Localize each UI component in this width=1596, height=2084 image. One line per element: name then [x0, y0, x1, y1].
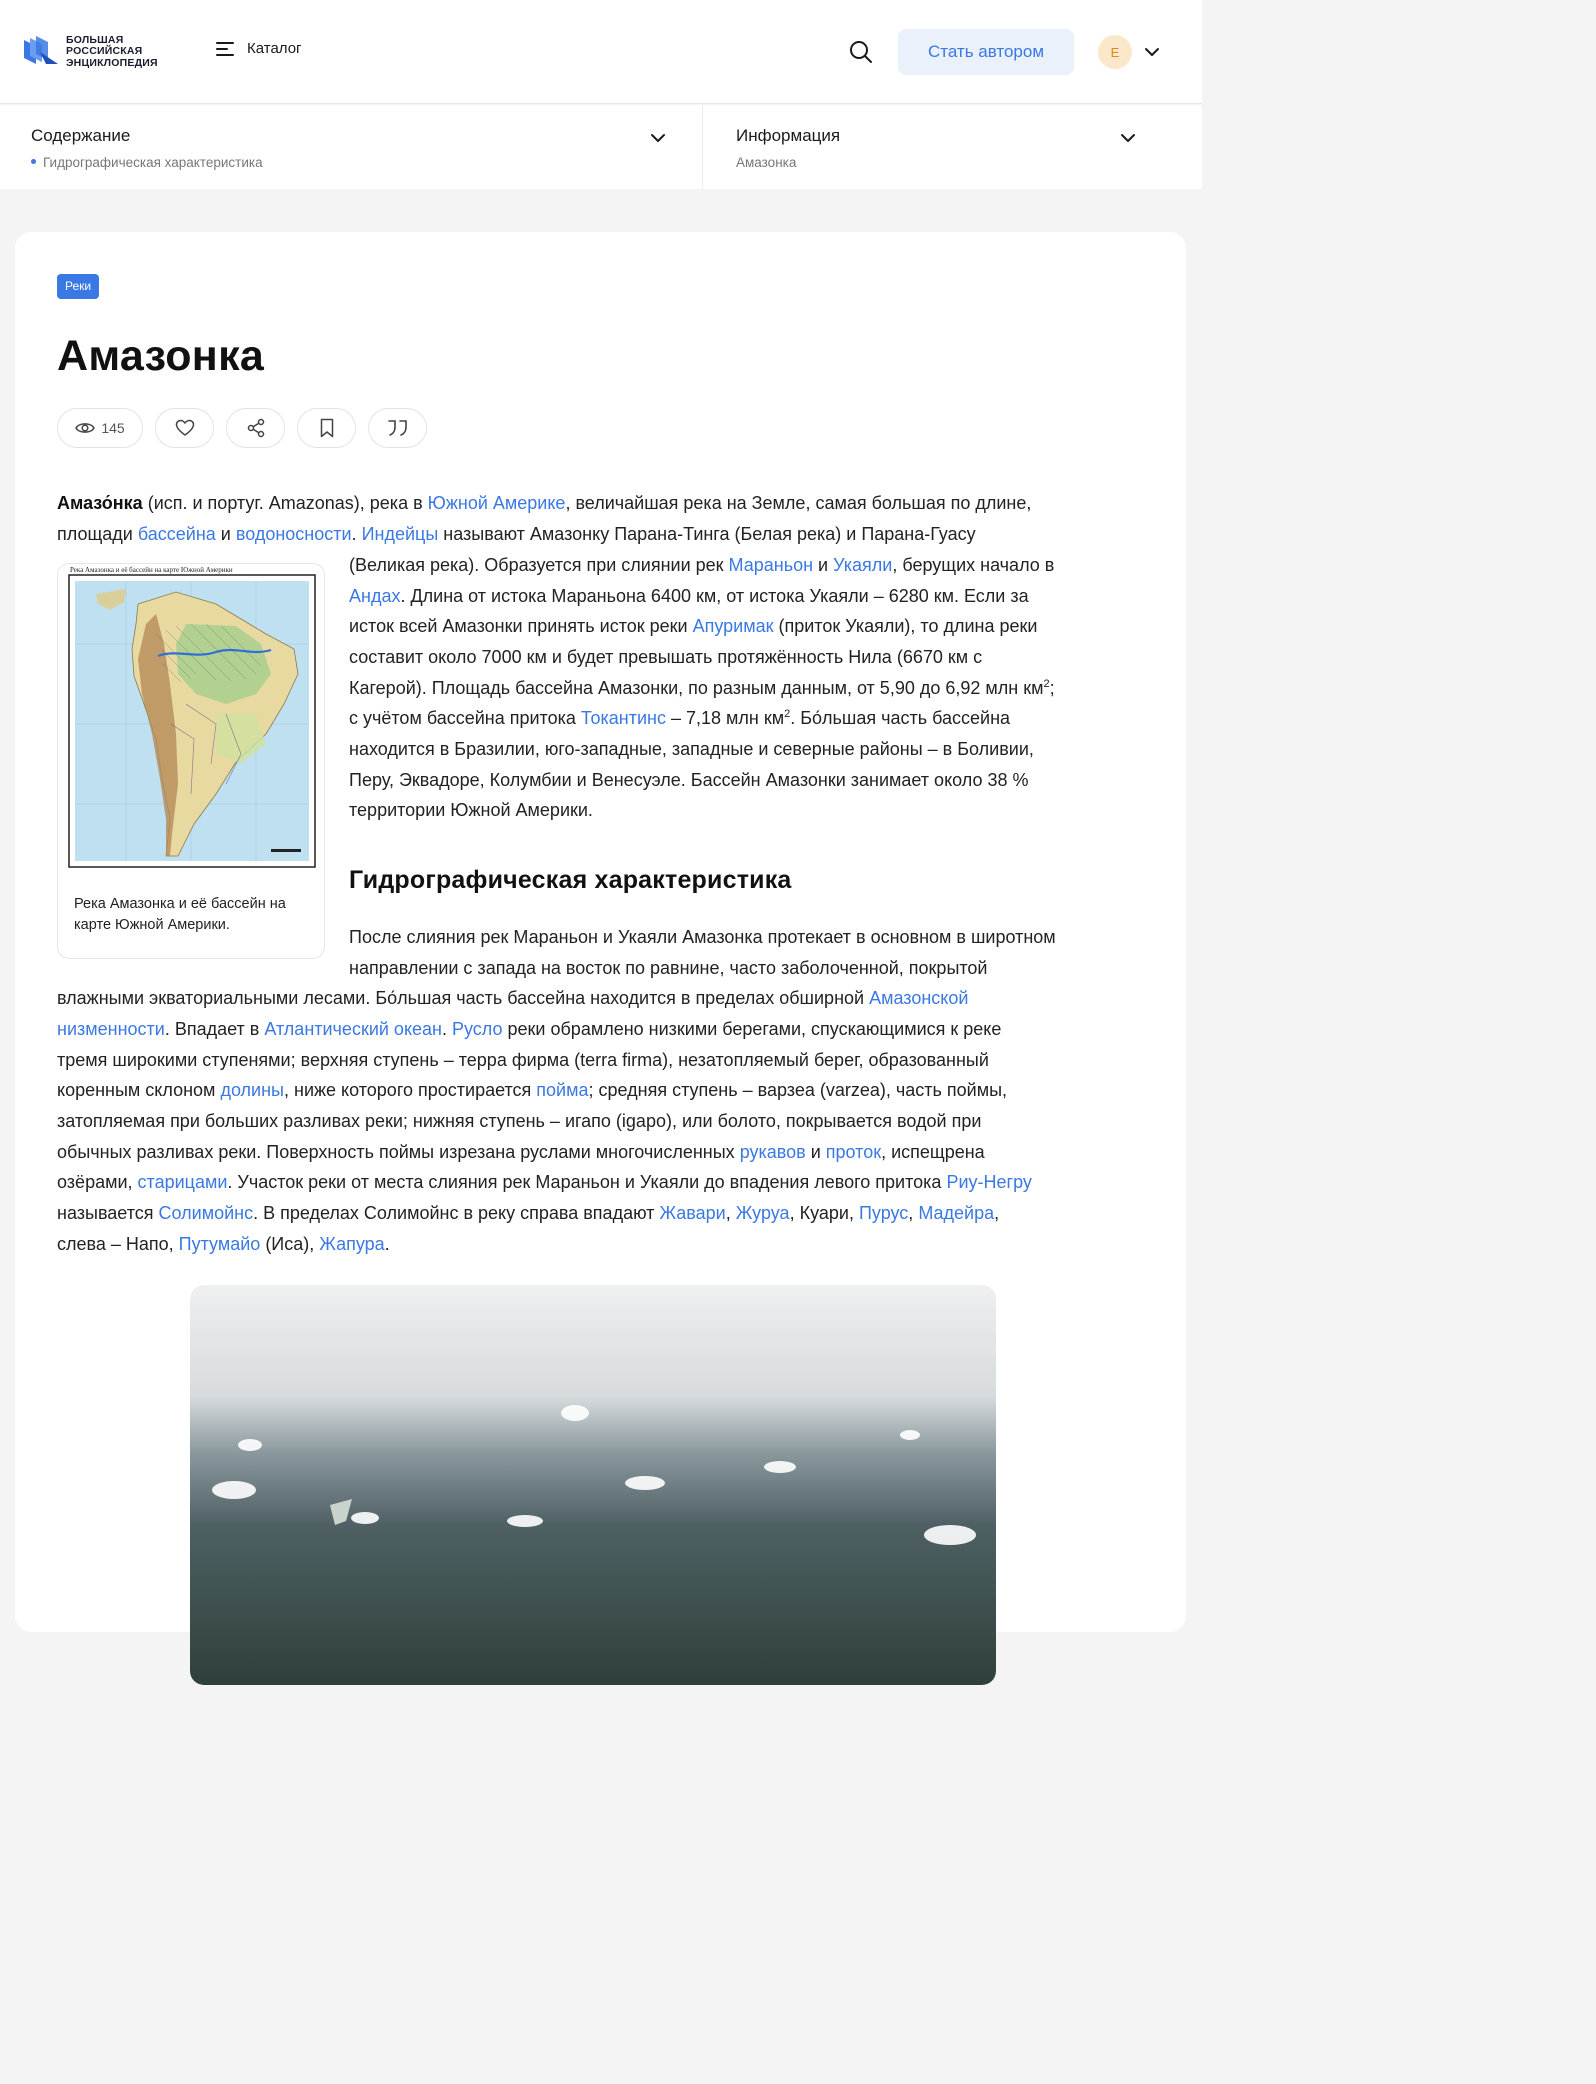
text: влажными экваториальными лесами. Бо́льшая часть бассейна находится в пределах обширной: [57, 988, 870, 1008]
text: с учётом бассейна притока: [349, 708, 581, 728]
contents-item[interactable]: Гидрографическая характеристика: [43, 155, 263, 170]
share-button[interactable]: [226, 408, 285, 448]
intro-paragraph-line: составит около 7000 км и будет превышать протяжённость Нила (6670 км с: [349, 647, 983, 667]
catalog-label: Каталог: [247, 40, 302, 57]
text: называется: [57, 1203, 159, 1223]
figure-caption: Река Амазонка и её бассейн на карте Южной Америки.: [74, 896, 286, 933]
text: реки обрамлено низкими берегами, спускающимися к реке: [502, 1019, 1002, 1039]
intro-paragraph-line: территории Южной Америки.: [349, 800, 593, 820]
text: Кагерой). Площадь бассейна Амазонки, по разным данным, от 5,90 до 6,92 млн км: [349, 678, 1044, 698]
intro-paragraph-line: [349, 673, 1055, 704]
text: (приток Укаяли), то длина реки: [773, 616, 1038, 636]
section-paragraph-line: [57, 1137, 985, 1168]
bookmark-icon: [319, 418, 335, 438]
logo-text: [66, 35, 158, 70]
link-floodplain[interactable]: пойма: [536, 1080, 589, 1100]
link-solimoes[interactable]: Солимойнс: [158, 1203, 254, 1223]
link-water-content[interactable]: водоносности: [235, 524, 352, 544]
intro-paragraph-line: [349, 703, 1010, 734]
info-item: Амазонка: [736, 155, 797, 170]
views-count: 145: [101, 420, 125, 436]
intro-paragraph-line: находится в Бразилии, юго-западные, западные и северные районы – в Боливии,: [349, 739, 1034, 759]
text: (исп. и португ. Amazonas), река в: [142, 493, 428, 513]
views-counter: [57, 408, 143, 448]
link-tocantins[interactable]: Токантинс: [580, 708, 666, 728]
section-paragraph-line: направлении с запада на восток по равнине, часто заболоченной, покрытой: [349, 958, 988, 978]
info-dropdown[interactable]: [704, 105, 1202, 189]
info-title: Информация: [736, 126, 841, 145]
text: исток всей Амазонки принять исток реки: [349, 616, 693, 636]
term-bold: Амазо́нка: [57, 493, 143, 513]
text: площади: [57, 524, 138, 544]
text: , величайшая река на Земле, самая большая по длине,: [565, 493, 1032, 513]
text: и: [805, 1142, 826, 1162]
chevron-down-icon: [1119, 129, 1137, 147]
avatar[interactable]: Е: [1098, 35, 1132, 69]
text: . В пределах Солимойнс в реку справа впадают: [253, 1203, 660, 1223]
superscript: 2: [784, 708, 791, 720]
link-japura[interactable]: Жапура: [319, 1234, 385, 1254]
link-riverbed[interactable]: Русло: [452, 1019, 503, 1039]
article-subheader: [0, 105, 1202, 189]
link-south-america[interactable]: Южной Америке: [427, 493, 566, 513]
text: ,: [994, 1203, 1000, 1223]
text: , Куари,: [789, 1203, 859, 1223]
section-paragraph-line: [57, 1075, 1007, 1106]
chevron-down-icon[interactable]: [1142, 42, 1162, 62]
text: обычных разливах реки. Поверхность поймы изрезана руслами многочисленных: [57, 1142, 740, 1162]
intro-paragraph-line: [349, 611, 1037, 642]
cite-button[interactable]: [368, 408, 427, 448]
section-paragraph-line: [57, 1014, 1001, 1045]
superscript: 2: [1043, 678, 1050, 690]
menu-icon: [216, 41, 236, 57]
text: . Впадает в: [164, 1019, 265, 1039]
link-amazon-lowland[interactable]: Амазонской: [869, 988, 969, 1008]
section-title: Гидрографическая характеристика: [349, 866, 792, 894]
text: и: [813, 555, 834, 575]
text: , берущих начало в: [892, 555, 1055, 575]
link-purus[interactable]: Пурус: [858, 1203, 909, 1223]
contents-title: Содержание: [31, 126, 131, 145]
bookmark-button[interactable]: [297, 408, 356, 448]
link-indians[interactable]: Индейцы: [361, 524, 439, 544]
heart-icon: [175, 419, 195, 437]
link-jurua[interactable]: Журуа: [735, 1203, 790, 1223]
section-paragraph-line: [57, 1167, 1032, 1198]
link-javari[interactable]: Жавари: [659, 1203, 726, 1223]
section-paragraph-line: затопляемая при больших разливах реки; нижняя ступень – игапо (igapo), или болото, покрывается водой при: [57, 1111, 982, 1131]
text: . Участок реки от места слияния рек Мараньон и Укаяли до впадения левого притока: [227, 1172, 947, 1192]
article-title: Амазонка: [57, 332, 265, 380]
link-madeira[interactable]: Мадейра: [918, 1203, 995, 1223]
link-valley[interactable]: долины: [220, 1080, 284, 1100]
text: слева – Напо,: [57, 1234, 179, 1254]
chevron-down-icon: [649, 129, 667, 147]
text: (Великая река). Образуется при слиянии рек: [349, 555, 729, 575]
link-basin[interactable]: бассейна: [137, 524, 216, 544]
logo-line: БОЛЬШАЯ: [66, 33, 124, 46]
section-paragraph-line: тремя широкими ступенями; верхняя ступень – терра фирма (terra firma), незатопляемый берег, образованный: [57, 1050, 989, 1070]
section-paragraph-line: После слияния рек Мараньон и Укаяли Амазонка протекает в основном в широтном: [349, 927, 1056, 947]
link-atlantic-ocean[interactable]: Атлантический океан: [264, 1019, 442, 1039]
text: озёрами,: [57, 1172, 138, 1192]
south-america-map: [66, 564, 316, 870]
logo-line: ЭНЦИКЛОПЕДИЯ: [66, 56, 158, 69]
contents-dropdown[interactable]: [0, 105, 703, 189]
article-card: [15, 232, 1186, 1632]
link-andes[interactable]: Андах: [349, 586, 401, 606]
text: – 7,18 млн км: [665, 708, 785, 728]
aerial-rainforest-photo[interactable]: [190, 1285, 996, 1685]
share-icon: [246, 418, 266, 438]
text: ; средняя ступень – варзеа (varzea), часть поймы,: [588, 1080, 1008, 1100]
section-paragraph-line: [57, 1229, 390, 1260]
quote-icon: [387, 419, 409, 437]
logo-line: РОССИЙСКАЯ: [66, 45, 143, 58]
book-logo-icon: [22, 34, 62, 70]
text: и: [215, 524, 236, 544]
link-maranon[interactable]: Мараньон: [728, 555, 814, 575]
text: .: [441, 1019, 452, 1039]
text: .: [384, 1234, 390, 1254]
become-author-button[interactable]: Стать автором: [898, 29, 1074, 75]
text: .: [351, 524, 362, 544]
category-tag[interactable]: Реки: [57, 274, 99, 299]
link-putumayo[interactable]: Путумайо: [178, 1234, 261, 1254]
intro-paragraph-line: [57, 519, 976, 550]
text: называют Амазонку Парана-Тинга (Белая река) и Парана-Гуасу: [438, 524, 976, 544]
search-icon[interactable]: [848, 39, 874, 65]
link-ucayali[interactable]: Укаяли: [833, 555, 893, 575]
text: ;: [1049, 678, 1055, 698]
link-branches[interactable]: рукавов: [739, 1142, 806, 1162]
text: . Бо́льшая часть бассейна: [790, 708, 1011, 728]
intro-paragraph-line: [349, 581, 1029, 612]
article-actions: [57, 408, 439, 448]
link-oxbows[interactable]: старицами: [137, 1172, 228, 1192]
section-paragraph-line: [57, 1198, 999, 1229]
map-figure[interactable]: [57, 563, 325, 959]
text: (Иса),: [260, 1234, 320, 1254]
site-header: [0, 0, 1202, 104]
link-amazon-lowland[interactable]: низменности: [57, 1019, 165, 1039]
link-channels[interactable]: проток: [825, 1142, 882, 1162]
text: , испещрена: [881, 1142, 985, 1162]
text: коренным склоном: [57, 1080, 221, 1100]
link-apurimac[interactable]: Апуримак: [692, 616, 774, 636]
like-button[interactable]: [155, 408, 214, 448]
text: ,: [725, 1203, 736, 1223]
eye-icon: [75, 421, 95, 435]
intro-paragraph-line: Перу, Эквадоре, Колумбии и Венесуэле. Бассейн Амазонки занимает около 38 %: [349, 770, 1029, 790]
intro-paragraph-line: [57, 488, 1031, 519]
section-paragraph-line: [57, 983, 968, 1014]
site-logo[interactable]: [22, 34, 158, 70]
link-rio-negro[interactable]: Риу-Негру: [946, 1172, 1032, 1192]
map-title: Река Амазонка и её бассейн на карте Южной Америки: [70, 566, 233, 574]
intro-paragraph-line: [349, 550, 1054, 581]
text: , ниже которого простирается: [284, 1080, 537, 1100]
text: . Длина от истока Мараньона 6400 км, от истока Укаяли – 6280 км. Если за: [400, 586, 1029, 606]
active-dot: [31, 159, 36, 164]
catalog-button[interactable]: [216, 40, 302, 57]
text: ,: [908, 1203, 919, 1223]
